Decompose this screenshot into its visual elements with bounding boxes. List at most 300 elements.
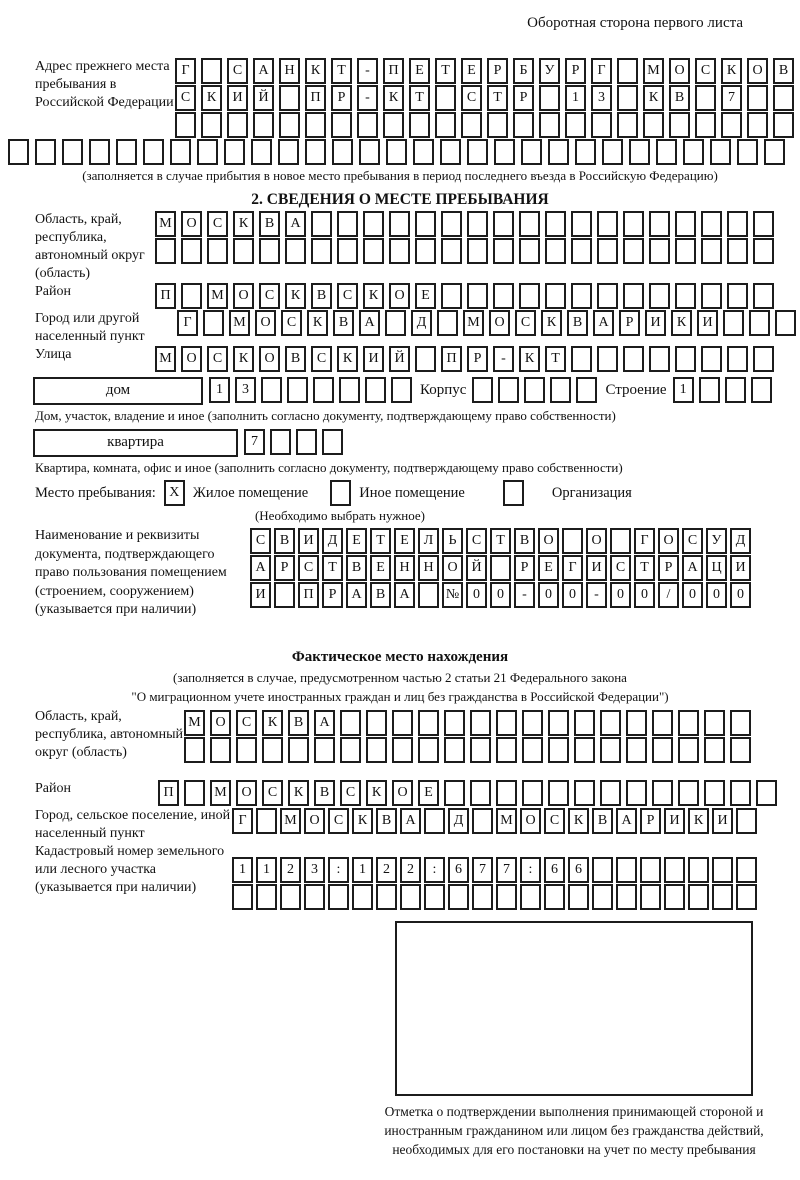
char-row [232, 807, 757, 834]
char-box: О [520, 808, 541, 834]
char-box [626, 737, 647, 763]
stay-option-label-other: Иное помещение [359, 484, 465, 501]
char-box: С [207, 211, 228, 237]
char-box: М [155, 211, 176, 237]
city-block [0, 310, 800, 346]
char-box [253, 112, 274, 138]
char-box: В [259, 211, 280, 237]
char-box [304, 884, 325, 910]
char-box: Р [487, 58, 508, 84]
char-box: О [233, 283, 254, 309]
actual-district-block [0, 780, 800, 807]
stay-type-label: Место пребывания: [35, 484, 156, 501]
char-box [418, 582, 439, 608]
char-box [640, 857, 661, 883]
char-box [675, 283, 696, 309]
char-box [678, 780, 699, 806]
char-box [704, 780, 725, 806]
char-box [311, 211, 332, 237]
street-block [0, 346, 800, 373]
char-box [256, 884, 277, 910]
char-box: С [340, 780, 361, 806]
char-box: 1 [209, 377, 230, 403]
char-box: Т [322, 555, 343, 581]
char-box [472, 808, 493, 834]
char-box [597, 238, 618, 264]
char-box [89, 139, 110, 165]
char-box [357, 112, 378, 138]
char-box [305, 139, 326, 165]
char-box: И [697, 310, 718, 336]
char-box [675, 346, 696, 372]
char-box [470, 780, 491, 806]
char-box [143, 139, 164, 165]
char-box [467, 238, 488, 264]
char-box: С [175, 85, 196, 111]
char-box [571, 238, 592, 264]
char-row [209, 377, 412, 403]
char-box [274, 582, 295, 608]
char-box [664, 857, 685, 883]
char-box [562, 528, 583, 554]
char-box [751, 377, 772, 403]
apartment-row [33, 427, 800, 458]
char-box [539, 112, 560, 138]
actual-location-title: Фактическое место нахождения [291, 649, 509, 665]
char-box: : [520, 857, 541, 883]
char-box: 0 [538, 582, 559, 608]
char-box: Т [409, 85, 430, 111]
char-box: Г [175, 58, 196, 84]
char-box: С [328, 808, 349, 834]
char-box [337, 211, 358, 237]
region-label: Область, край, республика, автономный округ (область) [35, 212, 145, 281]
char-box: Й [466, 555, 487, 581]
char-box: О [181, 211, 202, 237]
char-box [616, 884, 637, 910]
char-box: - [493, 346, 514, 372]
char-box [444, 710, 465, 736]
char-box [519, 211, 540, 237]
stamp-caption: Отметка о подтверждении выполнения принимающей стороной и иностранным гражданином или лицом без гражданства действий, необходимых для его постановки на учет по месту пребывания [384, 1104, 764, 1157]
char-box: Е [394, 528, 415, 554]
char-box [236, 737, 257, 763]
char-box: Р [274, 555, 295, 581]
char-box: 6 [568, 857, 589, 883]
char-box [756, 780, 777, 806]
char-box: 0 [562, 582, 583, 608]
city-label: Город или другой населенный пункт [35, 311, 145, 344]
char-box: 0 [682, 582, 703, 608]
char-box [571, 346, 592, 372]
char-box: С [311, 346, 332, 372]
char-box [311, 238, 332, 264]
char-box [730, 710, 751, 736]
char-box [524, 377, 545, 403]
char-row [175, 112, 794, 138]
char-box [747, 85, 768, 111]
char-box [424, 808, 445, 834]
char-box [461, 112, 482, 138]
char-box: А [285, 211, 306, 237]
char-box [437, 310, 458, 336]
char-box: : [328, 857, 349, 883]
confirmation-stamp-box [395, 921, 753, 1096]
char-box [262, 737, 283, 763]
char-box [155, 238, 176, 264]
char-box [279, 85, 300, 111]
char-row [155, 238, 774, 264]
char-box [723, 310, 744, 336]
char-box: 3 [591, 85, 612, 111]
char-box [366, 710, 387, 736]
char-box: И [298, 528, 319, 554]
char-box [296, 429, 317, 455]
char-box [467, 139, 488, 165]
char-box: С [695, 58, 716, 84]
char-box: К [305, 58, 326, 84]
char-box: 2 [280, 857, 301, 883]
char-box [322, 429, 343, 455]
prev-address-label: Адрес прежнего места пребывания в Российской Федерации [35, 59, 174, 110]
char-box [261, 377, 282, 403]
char-box [232, 884, 253, 910]
char-box [712, 884, 733, 910]
char-box [366, 737, 387, 763]
char-box [233, 238, 254, 264]
char-box: О [658, 528, 679, 554]
char-box [548, 737, 569, 763]
char-box [649, 238, 670, 264]
char-box: : [424, 857, 445, 883]
char-box [386, 139, 407, 165]
char-box [764, 139, 785, 165]
char-row [250, 555, 751, 581]
char-box: Г [232, 808, 253, 834]
char-box: К [541, 310, 562, 336]
char-box [550, 377, 571, 403]
char-box: А [253, 58, 274, 84]
char-box [721, 112, 742, 138]
char-box [602, 139, 623, 165]
char-box [640, 884, 661, 910]
char-box [331, 112, 352, 138]
char-box: 7 [472, 857, 493, 883]
char-box: Т [545, 346, 566, 372]
char-box [365, 377, 386, 403]
cadastral-block [0, 843, 800, 911]
char-box: 7 [721, 85, 742, 111]
char-box [278, 139, 299, 165]
char-box [652, 710, 673, 736]
char-box [522, 710, 543, 736]
cadastral-label: Кадастровый номер земельного или лесного участка (указывается при наличии) [35, 844, 225, 895]
char-box: - [586, 582, 607, 608]
char-box [548, 710, 569, 736]
char-box: 6 [448, 857, 469, 883]
char-box: С [682, 528, 703, 554]
char-box [736, 808, 757, 834]
stay-type-hint: (Необходимо выбрать нужное) [254, 508, 426, 523]
char-box [340, 737, 361, 763]
char-box: В [274, 528, 295, 554]
char-box: С [515, 310, 536, 336]
char-box: М [155, 346, 176, 372]
char-box [600, 710, 621, 736]
char-box [548, 780, 569, 806]
char-box [490, 555, 511, 581]
char-box: 0 [466, 582, 487, 608]
char-box [695, 112, 716, 138]
char-box: 6 [544, 857, 565, 883]
char-box [441, 211, 462, 237]
char-box: А [394, 582, 415, 608]
char-box: - [357, 85, 378, 111]
house-row [33, 375, 800, 406]
house-type-box: дом [33, 377, 203, 405]
char-box [392, 737, 413, 763]
char-box: К [363, 283, 384, 309]
char-box: Н [418, 555, 439, 581]
char-box: К [671, 310, 692, 336]
char-box: О [255, 310, 276, 336]
char-box [181, 238, 202, 264]
char-box [444, 780, 465, 806]
char-box: - [514, 582, 535, 608]
char-box: А [359, 310, 380, 336]
char-box: С [227, 58, 248, 84]
char-box: К [307, 310, 328, 336]
char-box: 1 [673, 377, 694, 403]
char-box [592, 857, 613, 883]
char-box [629, 139, 650, 165]
char-box [35, 139, 56, 165]
char-box [576, 377, 597, 403]
char-box: В [346, 555, 367, 581]
char-box [730, 737, 751, 763]
char-box [545, 238, 566, 264]
char-box [493, 211, 514, 237]
char-box: М [207, 283, 228, 309]
char-row [232, 857, 757, 883]
char-box [440, 139, 461, 165]
char-box [649, 211, 670, 237]
char-row [184, 710, 751, 736]
char-box [727, 346, 748, 372]
actual-region-label: Область, край, республика, автономный округ (область) [35, 709, 184, 760]
char-box: П [441, 346, 462, 372]
char-box: 3 [235, 377, 256, 403]
char-box: Д [730, 528, 751, 554]
char-box [753, 211, 774, 237]
char-box [545, 283, 566, 309]
char-box: Е [418, 780, 439, 806]
char-row [232, 884, 757, 910]
char-box: Р [513, 85, 534, 111]
char-row [177, 310, 796, 336]
char-box: В [669, 85, 690, 111]
char-box: К [285, 283, 306, 309]
actual-district-label: Район [35, 781, 71, 796]
char-box [688, 857, 709, 883]
char-box: М [643, 58, 664, 84]
char-box: С [298, 555, 319, 581]
char-box: Е [409, 58, 430, 84]
char-box [376, 884, 397, 910]
char-box: П [158, 780, 179, 806]
char-box: А [682, 555, 703, 581]
char-box [617, 85, 638, 111]
char-box [339, 377, 360, 403]
char-box: / [658, 582, 679, 608]
char-row [158, 780, 777, 806]
char-box [359, 139, 380, 165]
char-box [545, 211, 566, 237]
char-box [415, 211, 436, 237]
char-box [363, 211, 384, 237]
stay-type-row [35, 479, 800, 507]
char-box [568, 884, 589, 910]
char-box: Р [565, 58, 586, 84]
char-box: 0 [490, 582, 511, 608]
char-box: И [227, 85, 248, 111]
char-box [597, 283, 618, 309]
char-box [62, 139, 83, 165]
char-box: К [288, 780, 309, 806]
char-box: С [610, 555, 631, 581]
char-box: О [304, 808, 325, 834]
char-box [730, 780, 751, 806]
document-rows [250, 527, 751, 639]
apartment-caption: Квартира, комната, офис и иное (заполнить согласно документу, подтверждающему право собственности) [35, 460, 623, 475]
char-box [285, 238, 306, 264]
char-box [617, 112, 638, 138]
char-box [256, 808, 277, 834]
char-box: В [285, 346, 306, 372]
char-box [701, 238, 722, 264]
char-box [775, 310, 796, 336]
char-box [736, 857, 757, 883]
char-box [181, 283, 202, 309]
char-box [574, 780, 595, 806]
char-box: М [463, 310, 484, 336]
stay-option-label-organization: Организация [551, 484, 632, 501]
char-box [385, 310, 406, 336]
char-box [753, 283, 774, 309]
district-block [0, 283, 800, 310]
char-box [496, 884, 517, 910]
char-box: 0 [706, 582, 727, 608]
char-box: Й [389, 346, 410, 372]
char-box: С [281, 310, 302, 336]
char-box [498, 377, 519, 403]
char-box: Р [640, 808, 661, 834]
char-box: Р [331, 85, 352, 111]
char-box [389, 238, 410, 264]
char-box [736, 884, 757, 910]
section2-title: 2. СВЕДЕНИЯ О МЕСТЕ ПРЕБЫВАНИЯ [251, 191, 549, 208]
char-box [496, 710, 517, 736]
char-row [155, 283, 774, 309]
char-box: Г [562, 555, 583, 581]
char-box: Р [467, 346, 488, 372]
char-box [415, 238, 436, 264]
char-box [548, 139, 569, 165]
char-box [522, 780, 543, 806]
char-box: М [496, 808, 517, 834]
char-box: Г [591, 58, 612, 84]
char-box [519, 238, 540, 264]
char-box [727, 211, 748, 237]
char-box [753, 238, 774, 264]
char-box: С [544, 808, 565, 834]
char-box: Т [435, 58, 456, 84]
char-box [592, 884, 613, 910]
char-box: Е [370, 555, 391, 581]
char-box [496, 737, 517, 763]
char-box: Р [619, 310, 640, 336]
char-box [623, 238, 644, 264]
char-box [521, 139, 542, 165]
char-box: 1 [256, 857, 277, 883]
char-box: В [311, 283, 332, 309]
char-box [441, 283, 462, 309]
char-row [250, 582, 751, 608]
char-box [472, 377, 493, 403]
char-box: И [250, 582, 271, 608]
char-box: О [389, 283, 410, 309]
char-box: В [333, 310, 354, 336]
char-box [389, 211, 410, 237]
char-box: Е [538, 555, 559, 581]
char-box [652, 737, 673, 763]
char-box: К [688, 808, 709, 834]
char-row [472, 377, 597, 403]
char-box [201, 58, 222, 84]
char-box [597, 211, 618, 237]
char-box: К [568, 808, 589, 834]
char-box: Р [322, 582, 343, 608]
char-box: В [592, 808, 613, 834]
char-box [493, 238, 514, 264]
char-box [683, 139, 704, 165]
apartment-type-box: квартира [33, 429, 238, 457]
char-box: П [155, 283, 176, 309]
char-box: К [233, 346, 254, 372]
char-box [470, 737, 491, 763]
char-box [340, 710, 361, 736]
char-box [520, 884, 541, 910]
char-box [207, 238, 228, 264]
char-box: О [747, 58, 768, 84]
char-box [678, 737, 699, 763]
char-box: Ц [706, 555, 727, 581]
char-box: 0 [610, 582, 631, 608]
char-box [170, 139, 191, 165]
char-box: 7 [496, 857, 517, 883]
char-box [435, 112, 456, 138]
char-box [280, 884, 301, 910]
char-box [649, 346, 670, 372]
char-box [600, 780, 621, 806]
char-box: А [314, 710, 335, 736]
char-box [413, 139, 434, 165]
char-box: К [643, 85, 664, 111]
char-box: У [706, 528, 727, 554]
char-box: А [250, 555, 271, 581]
char-box [203, 310, 224, 336]
char-box: Т [370, 528, 391, 554]
